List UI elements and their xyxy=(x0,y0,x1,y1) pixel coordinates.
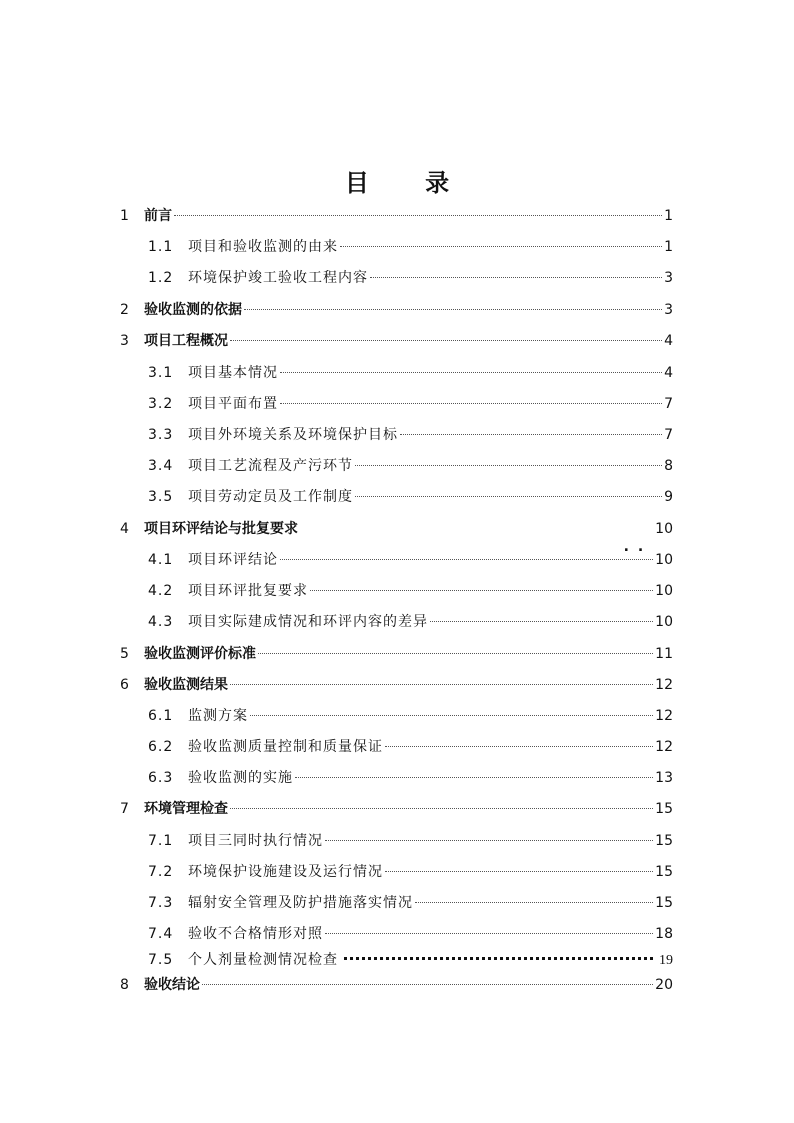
toc-entry[interactable] xyxy=(148,610,673,634)
toc-entry-page: 18 xyxy=(655,926,673,942)
toc-entry-number: 4.2 xyxy=(148,583,174,599)
toc-entry-page: 15 xyxy=(655,833,673,849)
toc-entry-page: 10 xyxy=(655,521,673,537)
toc-entry-page: 4 xyxy=(664,333,673,349)
toc-entry-title: 验收监测的依据 xyxy=(144,302,242,318)
toc-leader-dots xyxy=(325,933,653,934)
toc-leader-dots xyxy=(230,340,662,341)
toc-entry-number: 1.1 xyxy=(148,239,174,255)
toc-entry-number: 6.1 xyxy=(148,708,174,724)
toc-entry[interactable] xyxy=(148,548,673,572)
toc-entry-page: 8 xyxy=(664,458,673,474)
toc-entry-page: 1 xyxy=(664,239,673,255)
toc-entry-number: 6.2 xyxy=(148,739,174,755)
toc-entry-number: 1.2 xyxy=(148,270,174,286)
toc-entry[interactable] xyxy=(120,204,673,228)
toc-leader-dots xyxy=(174,215,662,216)
toc-entry-title: 环境保护竣工验收工程内容 xyxy=(188,270,368,286)
toc-entry-title: 验收监测结果 xyxy=(144,677,228,693)
toc-entry[interactable] xyxy=(120,797,673,821)
toc-entry-page: 10 xyxy=(655,583,673,599)
toc-entry[interactable] xyxy=(148,735,673,759)
toc-entry-title: 个人剂量检测情况检查 xyxy=(188,952,338,968)
toc-entry-title: 验收监测评价标准 xyxy=(144,646,256,662)
toc-entry[interactable] xyxy=(148,829,673,853)
toc-entry-title: 验收不合格情形对照 xyxy=(188,926,323,942)
toc-entry-number: 4 xyxy=(120,521,129,537)
toc-entry[interactable] xyxy=(148,579,673,603)
toc-entry-title: 监测方案 xyxy=(188,708,248,724)
toc-leader-dots xyxy=(385,871,653,872)
toc-leader-dots xyxy=(344,957,653,960)
toc-entry-title: 验收监测的实施 xyxy=(188,770,293,786)
toc-entry-number: 3.1 xyxy=(148,365,174,381)
toc-leader-dots xyxy=(415,902,653,903)
toc-entry-number: 4.3 xyxy=(148,614,174,630)
toc-entry-title: 项目环评批复要求 xyxy=(188,583,308,599)
toc-entry-title: 项目和验收监测的由来 xyxy=(188,239,338,255)
toc-entry-title: 项目工程概况 xyxy=(144,333,228,349)
toc-entry-page: 10 xyxy=(655,614,673,630)
toc-leader-dots xyxy=(280,559,653,560)
toc-entry-title: 项目平面布置 xyxy=(188,396,278,412)
toc-entry-number: 7.2 xyxy=(148,864,174,880)
toc-entry[interactable] xyxy=(148,361,673,385)
toc-entry-number: 4.1 xyxy=(148,552,174,568)
toc-entry-number: 2 xyxy=(120,302,129,318)
toc-entry[interactable] xyxy=(148,766,673,790)
toc-entry-page: 10 xyxy=(655,552,673,568)
toc-entry-page: 15 xyxy=(655,895,673,911)
toc-leader-dots xyxy=(295,777,653,778)
toc-title: 目 录 xyxy=(344,169,474,197)
toc-entry-title: 环境保护设施建设及运行情况 xyxy=(188,864,383,880)
toc-entry[interactable] xyxy=(148,392,673,416)
toc-entry[interactable] xyxy=(148,235,673,259)
toc-entry-number: 3 xyxy=(120,333,129,349)
toc-entry[interactable] xyxy=(120,973,673,997)
toc-entry-page: 3 xyxy=(664,302,673,318)
toc-leader-dots xyxy=(244,309,662,310)
toc-entry-page: 3 xyxy=(664,270,673,286)
toc-entry-title: 项目基本情况 xyxy=(188,365,278,381)
toc-entry-page: 11 xyxy=(655,646,673,662)
toc-entry[interactable] xyxy=(148,860,673,884)
toc-entry[interactable] xyxy=(120,642,673,666)
toc-entry-number: 6.3 xyxy=(148,770,174,786)
toc-entry-number: 5 xyxy=(120,646,129,662)
toc-entry[interactable] xyxy=(148,454,673,478)
toc-entry[interactable] xyxy=(120,298,673,322)
toc-entry-number: 3.4 xyxy=(148,458,174,474)
toc-entry-title: 项目环评结论 xyxy=(188,552,278,568)
toc-leader-dots xyxy=(355,496,662,497)
toc-leader-dots xyxy=(325,840,653,841)
toc-entry-title: 项目外环境关系及环境保护目标 xyxy=(188,427,398,443)
toc-entry[interactable] xyxy=(148,485,673,509)
toc-entry-page: 12 xyxy=(655,739,673,755)
toc-entry[interactable] xyxy=(148,891,673,915)
toc-leader-dots xyxy=(340,246,662,247)
toc-entry-title: 验收监测质量控制和质量保证 xyxy=(188,739,383,755)
toc-entry[interactable] xyxy=(148,266,673,290)
toc-leader-dots xyxy=(310,590,653,591)
toc-leader-dots xyxy=(230,684,653,685)
toc-entry-number: 7.1 xyxy=(148,833,174,849)
toc-entry[interactable] xyxy=(148,922,673,946)
toc-entry-page: 15 xyxy=(655,801,673,817)
toc-entry-page: 13 xyxy=(655,770,673,786)
toc-entry-page: 4 xyxy=(664,365,673,381)
toc-leader-dots xyxy=(258,653,653,654)
toc-entry-title: 项目劳动定员及工作制度 xyxy=(188,489,353,505)
toc-entry-title: 辐射安全管理及防护措施落实情况 xyxy=(188,895,413,911)
toc-entry[interactable] xyxy=(148,423,673,447)
toc-entry-page: 19 xyxy=(659,953,673,968)
toc-entry-page: 1 xyxy=(664,208,673,224)
toc-leader-dots xyxy=(385,746,653,747)
toc-entry-number: 7.4 xyxy=(148,926,174,942)
toc-entry[interactable] xyxy=(148,948,673,972)
toc-leader-dots xyxy=(430,621,653,622)
toc-entry-title: 项目三同时执行情况 xyxy=(188,833,323,849)
toc-entry-page: 7 xyxy=(664,396,673,412)
toc-entry[interactable] xyxy=(120,673,673,697)
toc-entry-number: 3.5 xyxy=(148,489,174,505)
toc-entry-title: 前言 xyxy=(144,208,172,224)
toc-entry-number: 6 xyxy=(120,677,129,693)
toc-entry-title: 验收结论 xyxy=(144,977,200,993)
toc-entry-number: 3.2 xyxy=(148,396,174,412)
toc-entry-page: 7 xyxy=(664,427,673,443)
toc-entry-page: 15 xyxy=(655,864,673,880)
toc-entry-page: 20 xyxy=(655,977,673,993)
toc-entry-title: 项目环评结论与批复要求 xyxy=(144,521,298,537)
toc-leader-dots xyxy=(400,434,662,435)
toc-entry-number: 7.3 xyxy=(148,895,174,911)
toc-entry[interactable] xyxy=(120,517,673,541)
toc-leader-dots xyxy=(230,808,653,809)
toc-leader-dots xyxy=(370,277,662,278)
toc-leader-dots xyxy=(280,403,662,404)
toc-leader-dots xyxy=(250,715,653,716)
toc-entry-number: 8 xyxy=(120,977,129,993)
toc-entry-page: 9 xyxy=(664,489,673,505)
toc-entry-title: 环境管理检查 xyxy=(144,801,228,817)
toc-leader-dots xyxy=(355,465,662,466)
toc-entry-number: 1 xyxy=(120,208,129,224)
toc-entry-number: 7 xyxy=(120,801,129,817)
toc-entry-number: 3.3 xyxy=(148,427,174,443)
toc-entry-number: 7.5 xyxy=(148,952,174,968)
toc-entry-title: 项目工艺流程及产污环节 xyxy=(188,458,353,474)
toc-entry-page: 12 xyxy=(655,708,673,724)
toc-entry[interactable] xyxy=(120,329,673,353)
toc-leader-dots xyxy=(280,372,662,373)
toc-entry-title: 项目实际建成情况和环评内容的差异 xyxy=(188,614,428,630)
toc-entry[interactable] xyxy=(148,704,673,728)
toc-entry-page: 12 xyxy=(655,677,673,693)
toc-leader-dots xyxy=(202,984,653,985)
